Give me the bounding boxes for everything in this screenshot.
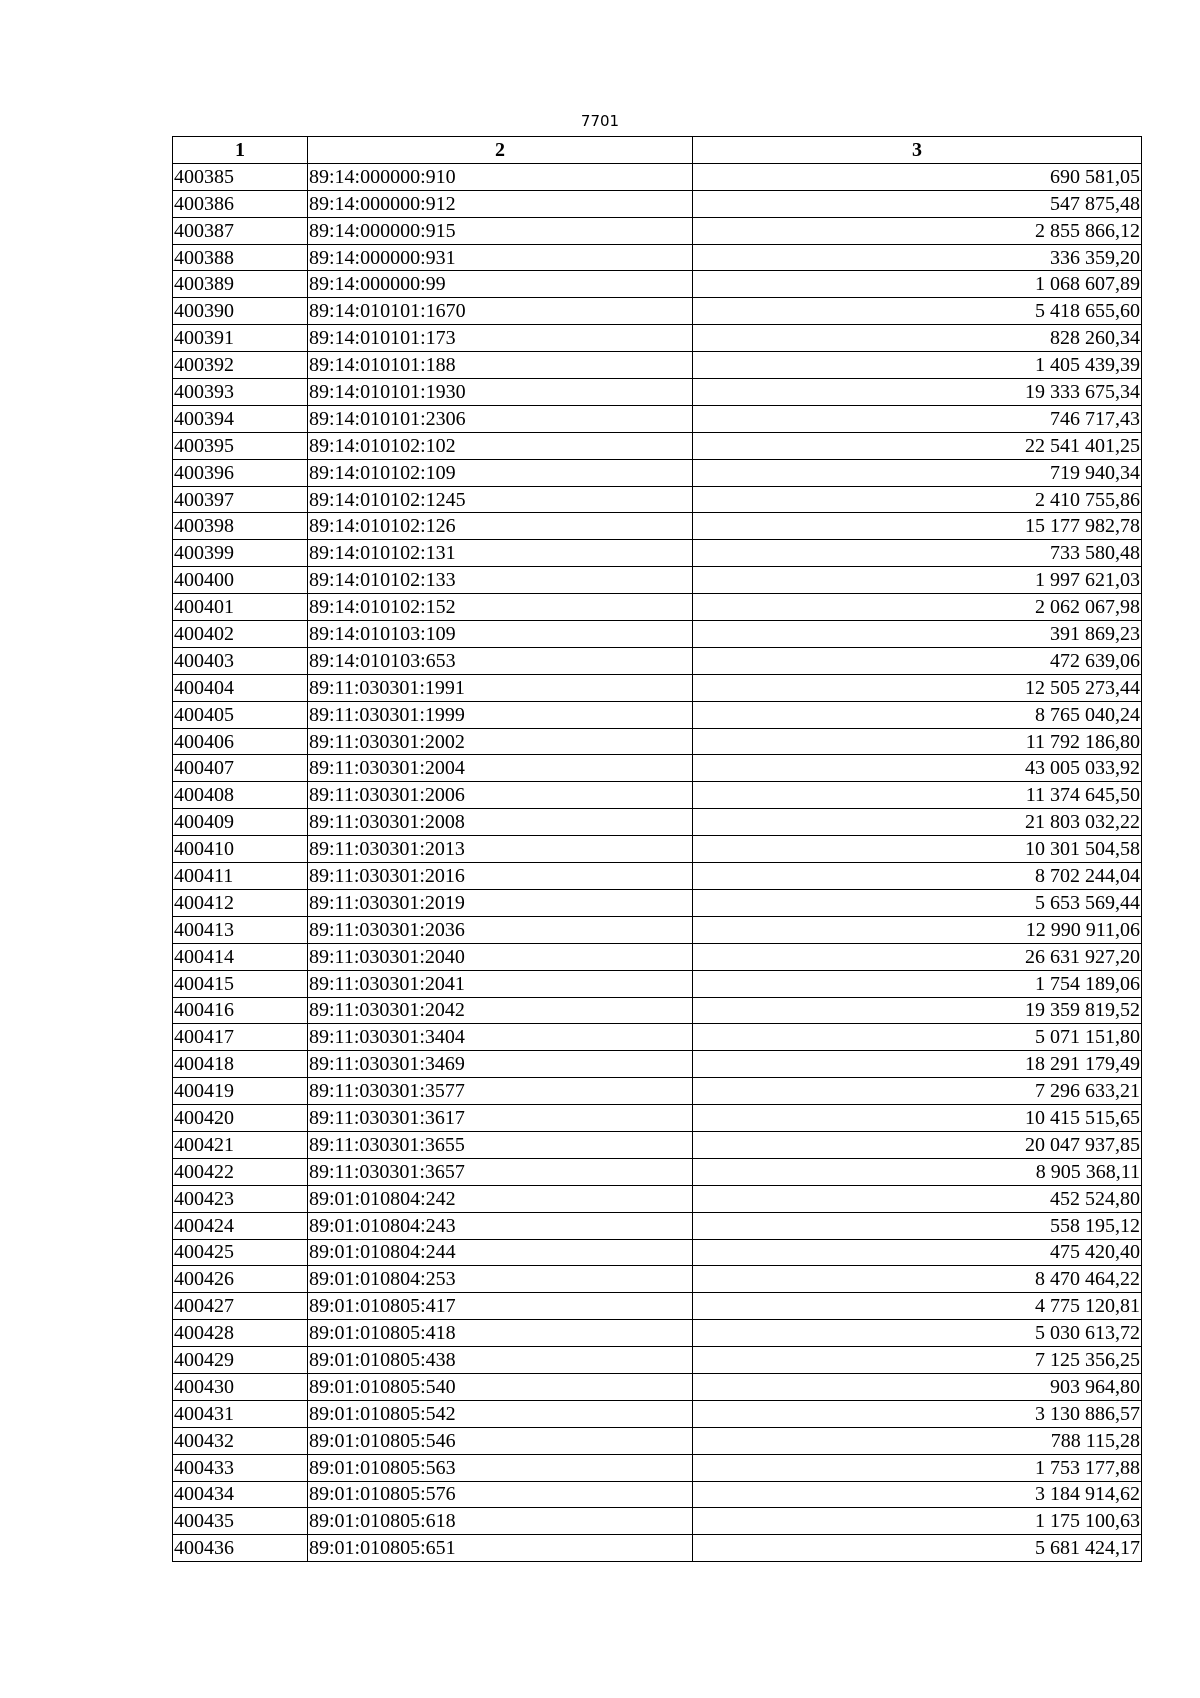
row-id-cell: 400436 [173, 1535, 308, 1562]
cadastral-number-cell: 89:01:010804:243 [308, 1212, 693, 1239]
table-body [173, 163, 1142, 1561]
row-id-cell: 400412 [173, 889, 308, 916]
value-cell: 1 754 189,06 [693, 970, 1142, 997]
value-cell: 5 681 424,17 [693, 1535, 1142, 1562]
value-cell: 8 702 244,04 [693, 863, 1142, 890]
value-cell: 336 359,20 [693, 244, 1142, 271]
row-id-cell: 400404 [173, 674, 308, 701]
row-id-cell: 400398 [173, 513, 308, 540]
table-row [173, 1454, 1142, 1481]
cadastral-number-cell: 89:11:030301:3404 [308, 1024, 693, 1051]
cadastral-number-cell: 89:14:010103:109 [308, 621, 693, 648]
row-id-cell: 400427 [173, 1293, 308, 1320]
cadastral-number-cell: 89:14:010102:133 [308, 567, 693, 594]
row-id-cell: 400386 [173, 190, 308, 217]
cadastral-number-cell: 89:01:010805:418 [308, 1320, 693, 1347]
cadastral-number-cell: 89:14:000000:915 [308, 217, 693, 244]
cadastral-number-cell: 89:14:000000:931 [308, 244, 693, 271]
row-id-cell: 400394 [173, 405, 308, 432]
row-id-cell: 400425 [173, 1239, 308, 1266]
table-row [173, 567, 1142, 594]
value-cell: 7 125 356,25 [693, 1347, 1142, 1374]
cadastral-number-cell: 89:14:010101:173 [308, 325, 693, 352]
table-row [173, 486, 1142, 513]
value-cell: 1 175 100,63 [693, 1508, 1142, 1535]
cadastral-number-cell: 89:11:030301:1991 [308, 674, 693, 701]
cadastral-number-cell: 89:14:010102:1245 [308, 486, 693, 513]
row-id-cell: 400387 [173, 217, 308, 244]
cadastral-number-cell: 89:14:000000:910 [308, 163, 693, 190]
table-row [173, 997, 1142, 1024]
row-id-cell: 400428 [173, 1320, 308, 1347]
cadastral-number-cell: 89:11:030301:2008 [308, 809, 693, 836]
cadastral-number-cell: 89:01:010805:651 [308, 1535, 693, 1562]
row-id-cell: 400433 [173, 1454, 308, 1481]
table-row [173, 594, 1142, 621]
table-row [173, 352, 1142, 379]
row-id-cell: 400389 [173, 271, 308, 298]
row-id-cell: 400390 [173, 298, 308, 325]
value-cell: 10 415 515,65 [693, 1105, 1142, 1132]
table-row [173, 1078, 1142, 1105]
value-cell: 719 940,34 [693, 459, 1142, 486]
cadastral-number-cell: 89:11:030301:2004 [308, 755, 693, 782]
cadastral-number-cell: 89:11:030301:2019 [308, 889, 693, 916]
table-header-row [173, 137, 1142, 164]
row-id-cell: 400403 [173, 647, 308, 674]
row-id-cell: 400426 [173, 1266, 308, 1293]
value-cell: 5 653 569,44 [693, 889, 1142, 916]
value-cell: 11 374 645,50 [693, 782, 1142, 809]
table-row [173, 809, 1142, 836]
cadastral-number-cell: 89:14:010102:102 [308, 432, 693, 459]
row-id-cell: 400435 [173, 1508, 308, 1535]
value-cell: 472 639,06 [693, 647, 1142, 674]
row-id-cell: 400416 [173, 997, 308, 1024]
cadastral-number-cell: 89:14:010101:1930 [308, 379, 693, 406]
value-cell: 452 524,80 [693, 1185, 1142, 1212]
cadastral-number-cell: 89:01:010805:417 [308, 1293, 693, 1320]
table-row [173, 916, 1142, 943]
cadastral-number-cell: 89:11:030301:3655 [308, 1131, 693, 1158]
table-row [173, 1024, 1142, 1051]
table-row [173, 728, 1142, 755]
table-row [173, 1239, 1142, 1266]
table-row [173, 1131, 1142, 1158]
table-row [173, 163, 1142, 190]
value-cell: 4 775 120,81 [693, 1293, 1142, 1320]
table-row [173, 540, 1142, 567]
cadastral-number-cell: 89:01:010804:244 [308, 1239, 693, 1266]
row-id-cell: 400410 [173, 836, 308, 863]
value-cell: 733 580,48 [693, 540, 1142, 567]
row-id-cell: 400418 [173, 1051, 308, 1078]
data-table [172, 136, 1142, 1562]
value-cell: 12 990 911,06 [693, 916, 1142, 943]
cadastral-number-cell: 89:14:010102:109 [308, 459, 693, 486]
table-row [173, 190, 1142, 217]
cadastral-number-cell: 89:14:000000:99 [308, 271, 693, 298]
table-row [173, 513, 1142, 540]
cadastral-number-cell: 89:01:010805:540 [308, 1373, 693, 1400]
row-id-cell: 400407 [173, 755, 308, 782]
table-row [173, 1535, 1142, 1562]
row-id-cell: 400431 [173, 1400, 308, 1427]
row-id-cell: 400423 [173, 1185, 308, 1212]
cadastral-number-cell: 89:01:010805:546 [308, 1427, 693, 1454]
table-row [173, 298, 1142, 325]
row-id-cell: 400402 [173, 621, 308, 648]
table-row [173, 943, 1142, 970]
row-id-cell: 400396 [173, 459, 308, 486]
table-row [173, 970, 1142, 997]
cadastral-number-cell: 89:14:010101:1670 [308, 298, 693, 325]
value-cell: 391 869,23 [693, 621, 1142, 648]
cadastral-number-cell: 89:14:010101:188 [308, 352, 693, 379]
value-cell: 20 047 937,85 [693, 1131, 1142, 1158]
cadastral-number-cell: 89:01:010805:542 [308, 1400, 693, 1427]
row-id-cell: 400391 [173, 325, 308, 352]
value-cell: 15 177 982,78 [693, 513, 1142, 540]
table-row [173, 674, 1142, 701]
value-cell: 558 195,12 [693, 1212, 1142, 1239]
row-id-cell: 400415 [173, 970, 308, 997]
cadastral-number-cell: 89:14:010102:126 [308, 513, 693, 540]
table-row [173, 1293, 1142, 1320]
row-id-cell: 400409 [173, 809, 308, 836]
value-cell: 22 541 401,25 [693, 432, 1142, 459]
table-row [173, 325, 1142, 352]
value-cell: 8 470 464,22 [693, 1266, 1142, 1293]
table-row [173, 1347, 1142, 1374]
cadastral-number-cell: 89:01:010804:242 [308, 1185, 693, 1212]
value-cell: 788 115,28 [693, 1427, 1142, 1454]
table-row [173, 405, 1142, 432]
cadastral-number-cell: 89:01:010805:618 [308, 1508, 693, 1535]
value-cell: 8 905 368,11 [693, 1158, 1142, 1185]
value-cell: 1 405 439,39 [693, 352, 1142, 379]
cadastral-number-cell: 89:11:030301:2036 [308, 916, 693, 943]
table-row [173, 1508, 1142, 1535]
table-row [173, 836, 1142, 863]
cadastral-number-cell: 89:11:030301:2040 [308, 943, 693, 970]
value-cell: 21 803 032,22 [693, 809, 1142, 836]
value-cell: 5 071 151,80 [693, 1024, 1142, 1051]
table-row [173, 647, 1142, 674]
row-id-cell: 400417 [173, 1024, 308, 1051]
cadastral-number-cell: 89:14:010103:653 [308, 647, 693, 674]
row-id-cell: 400397 [173, 486, 308, 513]
row-id-cell: 400420 [173, 1105, 308, 1132]
value-cell: 19 359 819,52 [693, 997, 1142, 1024]
table-row [173, 432, 1142, 459]
table-row [173, 459, 1142, 486]
row-id-cell: 400432 [173, 1427, 308, 1454]
value-cell: 1 753 177,88 [693, 1454, 1142, 1481]
cadastral-number-cell: 89:11:030301:2016 [308, 863, 693, 890]
cadastral-number-cell: 89:11:030301:2042 [308, 997, 693, 1024]
cadastral-number-cell: 89:11:030301:2013 [308, 836, 693, 863]
cadastral-number-cell: 89:01:010805:563 [308, 1454, 693, 1481]
row-id-cell: 400424 [173, 1212, 308, 1239]
value-cell: 12 505 273,44 [693, 674, 1142, 701]
table-row [173, 244, 1142, 271]
row-id-cell: 400399 [173, 540, 308, 567]
table-row [173, 1105, 1142, 1132]
value-cell: 3 130 886,57 [693, 1400, 1142, 1427]
page-number: 7701 [580, 112, 620, 130]
value-cell: 10 301 504,58 [693, 836, 1142, 863]
cadastral-number-cell: 89:11:030301:3617 [308, 1105, 693, 1132]
value-cell: 828 260,34 [693, 325, 1142, 352]
table-row [173, 1158, 1142, 1185]
cadastral-number-cell: 89:11:030301:3657 [308, 1158, 693, 1185]
row-id-cell: 400413 [173, 916, 308, 943]
table-row [173, 1266, 1142, 1293]
row-id-cell: 400400 [173, 567, 308, 594]
table-row [173, 379, 1142, 406]
row-id-cell: 400385 [173, 163, 308, 190]
value-cell: 746 717,43 [693, 405, 1142, 432]
value-cell: 2 062 067,98 [693, 594, 1142, 621]
table-row [173, 1320, 1142, 1347]
value-cell: 475 420,40 [693, 1239, 1142, 1266]
cadastral-number-cell: 89:11:030301:2002 [308, 728, 693, 755]
column-header-3: 3 [693, 137, 1142, 164]
value-cell: 11 792 186,80 [693, 728, 1142, 755]
cadastral-number-cell: 89:11:030301:2006 [308, 782, 693, 809]
value-cell: 903 964,80 [693, 1373, 1142, 1400]
value-cell: 3 184 914,62 [693, 1481, 1142, 1508]
value-cell: 26 631 927,20 [693, 943, 1142, 970]
cadastral-number-cell: 89:11:030301:3469 [308, 1051, 693, 1078]
value-cell: 547 875,48 [693, 190, 1142, 217]
cadastral-number-cell: 89:14:010102:152 [308, 594, 693, 621]
value-cell: 1 997 621,03 [693, 567, 1142, 594]
cadastral-number-cell: 89:01:010804:253 [308, 1266, 693, 1293]
value-cell: 5 418 655,60 [693, 298, 1142, 325]
value-cell: 690 581,05 [693, 163, 1142, 190]
value-cell: 18 291 179,49 [693, 1051, 1142, 1078]
value-cell: 5 030 613,72 [693, 1320, 1142, 1347]
value-cell: 2 855 866,12 [693, 217, 1142, 244]
value-cell: 43 005 033,92 [693, 755, 1142, 782]
table-row [173, 782, 1142, 809]
table-row [173, 863, 1142, 890]
row-id-cell: 400414 [173, 943, 308, 970]
table-row [173, 1481, 1142, 1508]
table-row [173, 217, 1142, 244]
cadastral-number-cell: 89:11:030301:3577 [308, 1078, 693, 1105]
row-id-cell: 400395 [173, 432, 308, 459]
row-id-cell: 400392 [173, 352, 308, 379]
row-id-cell: 400421 [173, 1131, 308, 1158]
row-id-cell: 400401 [173, 594, 308, 621]
value-cell: 19 333 675,34 [693, 379, 1142, 406]
table-row [173, 1185, 1142, 1212]
row-id-cell: 400388 [173, 244, 308, 271]
row-id-cell: 400434 [173, 1481, 308, 1508]
row-id-cell: 400406 [173, 728, 308, 755]
cadastral-number-cell: 89:01:010805:438 [308, 1347, 693, 1374]
table-row [173, 889, 1142, 916]
row-id-cell: 400429 [173, 1347, 308, 1374]
row-id-cell: 400411 [173, 863, 308, 890]
value-cell: 8 765 040,24 [693, 701, 1142, 728]
table-row [173, 621, 1142, 648]
table-row [173, 1212, 1142, 1239]
table-row [173, 271, 1142, 298]
value-cell: 2 410 755,86 [693, 486, 1142, 513]
row-id-cell: 400419 [173, 1078, 308, 1105]
table-row [173, 755, 1142, 782]
row-id-cell: 400393 [173, 379, 308, 406]
table-row [173, 1427, 1142, 1454]
cadastral-number-cell: 89:01:010805:576 [308, 1481, 693, 1508]
cadastral-number-cell: 89:14:010101:2306 [308, 405, 693, 432]
row-id-cell: 400405 [173, 701, 308, 728]
value-cell: 7 296 633,21 [693, 1078, 1142, 1105]
table-row [173, 1373, 1142, 1400]
row-id-cell: 400408 [173, 782, 308, 809]
column-header-2: 2 [308, 137, 693, 164]
value-cell: 1 068 607,89 [693, 271, 1142, 298]
table-row [173, 1400, 1142, 1427]
row-id-cell: 400430 [173, 1373, 308, 1400]
table-row [173, 1051, 1142, 1078]
cadastral-number-cell: 89:11:030301:2041 [308, 970, 693, 997]
cadastral-number-cell: 89:11:030301:1999 [308, 701, 693, 728]
table-row [173, 701, 1142, 728]
row-id-cell: 400422 [173, 1158, 308, 1185]
cadastral-number-cell: 89:14:010102:131 [308, 540, 693, 567]
column-header-1: 1 [173, 137, 308, 164]
cadastral-number-cell: 89:14:000000:912 [308, 190, 693, 217]
